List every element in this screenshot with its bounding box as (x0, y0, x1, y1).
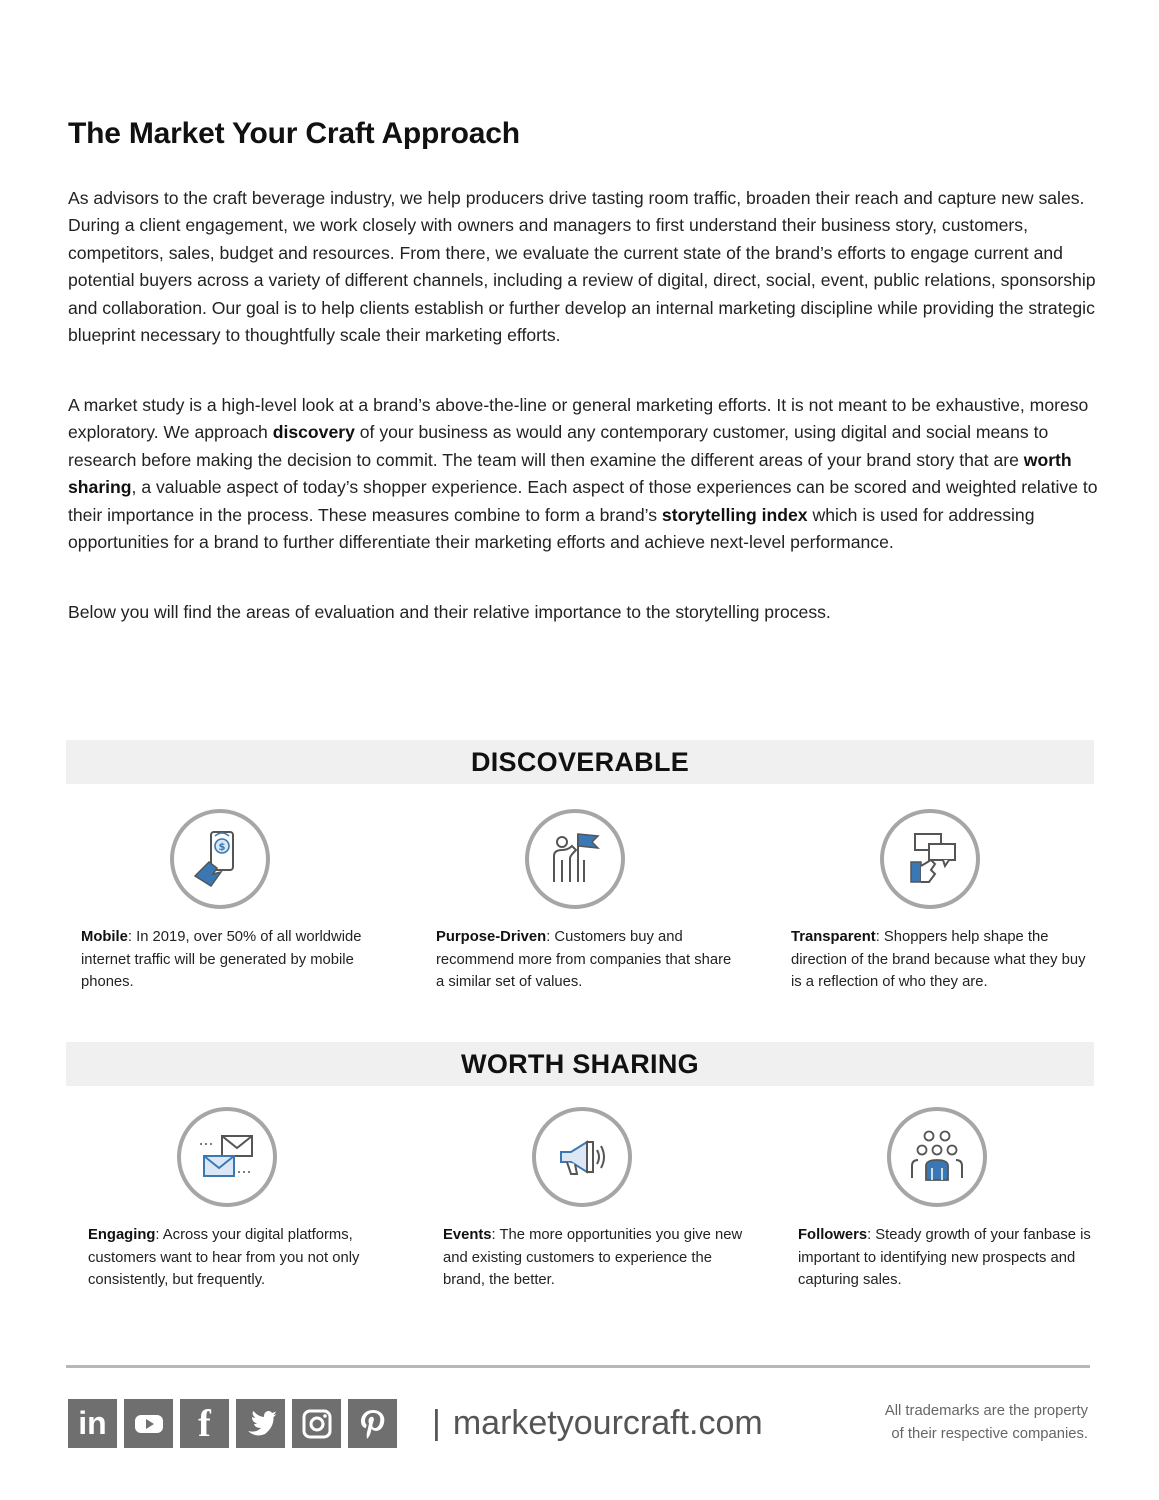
paragraph-text: which is used for addressing opportunities for a brand to further differentiate their marketing efforts and achieve next-level performance. (68, 504, 1035, 553)
bold-storytelling-index: storytelling index (661, 504, 808, 525)
card-label: Purpose-Driven (436, 929, 547, 945)
linkedin-glyph: in (78, 1405, 107, 1441)
feedback-chat-icon (880, 809, 980, 909)
twitter-icon[interactable] (236, 1399, 285, 1448)
card-label: Engaging (88, 1227, 156, 1243)
pinterest-icon[interactable] (348, 1399, 397, 1448)
card-mobile (81, 926, 381, 994)
mobile-payment-icon (170, 809, 270, 909)
megaphone-icon (532, 1107, 632, 1207)
separator: | (432, 1404, 441, 1442)
card-label: Followers (798, 1227, 868, 1243)
footer-divider (66, 1365, 1090, 1368)
paragraph-text: , a valuable aspect of today’s shopper experience. Each aspect of those experiences can be scored and weighted relative to their importance in the process. These measures combine to form a brand’s (68, 477, 1098, 525)
youtube-icon[interactable] (124, 1399, 173, 1448)
paragraph-text: A market study is a high-level look at a brand’s above-the-line or general marketing efforts. It is not meant to be exhaustive, moreso exploratory. We approach (68, 395, 1089, 443)
paragraph-text: of your business as would any contemporary customer, using digital and social means to research before making the decision to commit. The team will then examine the different areas of your brand story that are (68, 422, 1049, 470)
section-heading-worth-sharing: WORTH SHARING (66, 1042, 1094, 1086)
card-transparent (791, 926, 1091, 994)
bold-discovery: discovery (272, 422, 355, 443)
svg-text:$: $ (218, 842, 226, 853)
card-description: : In 2019, over 50% of all worldwide internet traffic will be generated by mobile phones. (81, 929, 362, 990)
card-purpose-driven (436, 926, 736, 994)
audience-group-icon (887, 1107, 987, 1207)
market-study-paragraph (68, 392, 1098, 556)
trademark-line-2: of their respective companies. (891, 1425, 1088, 1442)
evaluation-intro-paragraph: Below you will find the areas of evaluation and their relative importance to the storytelling process. (68, 602, 831, 622)
card-label: Transparent (791, 929, 876, 945)
card-description: : Customers buy and recommend more from companies that share a similar set of values. (436, 929, 732, 990)
facebook-glyph: f (198, 1402, 211, 1445)
card-label: Events (443, 1227, 492, 1243)
card-description: : Shoppers help shape the direction of the brand because what they buy is a reflection of who they are. (791, 929, 1086, 990)
leader-flag-icon (525, 809, 625, 909)
card-description: : Across your digital platforms, customers want to hear from you not only consistently, but frequently. (88, 1227, 360, 1288)
website-link[interactable] (432, 1399, 763, 1447)
section-heading-discoverable: DISCOVERABLE (66, 740, 1094, 784)
card-description: : The more opportunities you give new and existing customers to experience the brand, the better. (443, 1227, 743, 1288)
card-description: : Steady growth of your fanbase is important to identifying new prospects and capturing sales. (798, 1227, 1091, 1288)
facebook-icon[interactable] (180, 1399, 229, 1448)
instagram-icon[interactable] (292, 1399, 341, 1448)
intro-paragraph: As advisors to the craft beverage industry, we help producers drive tasting room traffic, broaden their reach and capture new sales. During a client engagement, we work closely with owners and managers to first understand their business story, customers, competitors, sales, budget and resources. From there, we evaluate the current state of the brand’s efforts to engage current and potential buyers across a variety of different channels, including a review of digital, direct, social, event, public relations, sponsorship and collaboration. Our goal is to help clients establish or further develop an internal marketing discipline while providing the strategic blueprint necessary to thoughtfully scale their marketing efforts. (68, 188, 1096, 346)
trademark-line-1: All trademarks are the property (884, 1403, 1088, 1419)
website-text: marketyourcraft.com (452, 1404, 763, 1442)
trademark-notice (820, 1400, 1088, 1445)
linkedin-icon[interactable] (68, 1399, 117, 1448)
card-label: Mobile (81, 929, 128, 945)
email-icon (177, 1107, 277, 1207)
card-engaging (88, 1224, 388, 1292)
card-events (443, 1224, 743, 1292)
bold-worth-sharing: worth sharing (68, 449, 1072, 498)
page-title: The Market Your Craft Approach (68, 117, 520, 150)
card-followers (798, 1224, 1098, 1292)
